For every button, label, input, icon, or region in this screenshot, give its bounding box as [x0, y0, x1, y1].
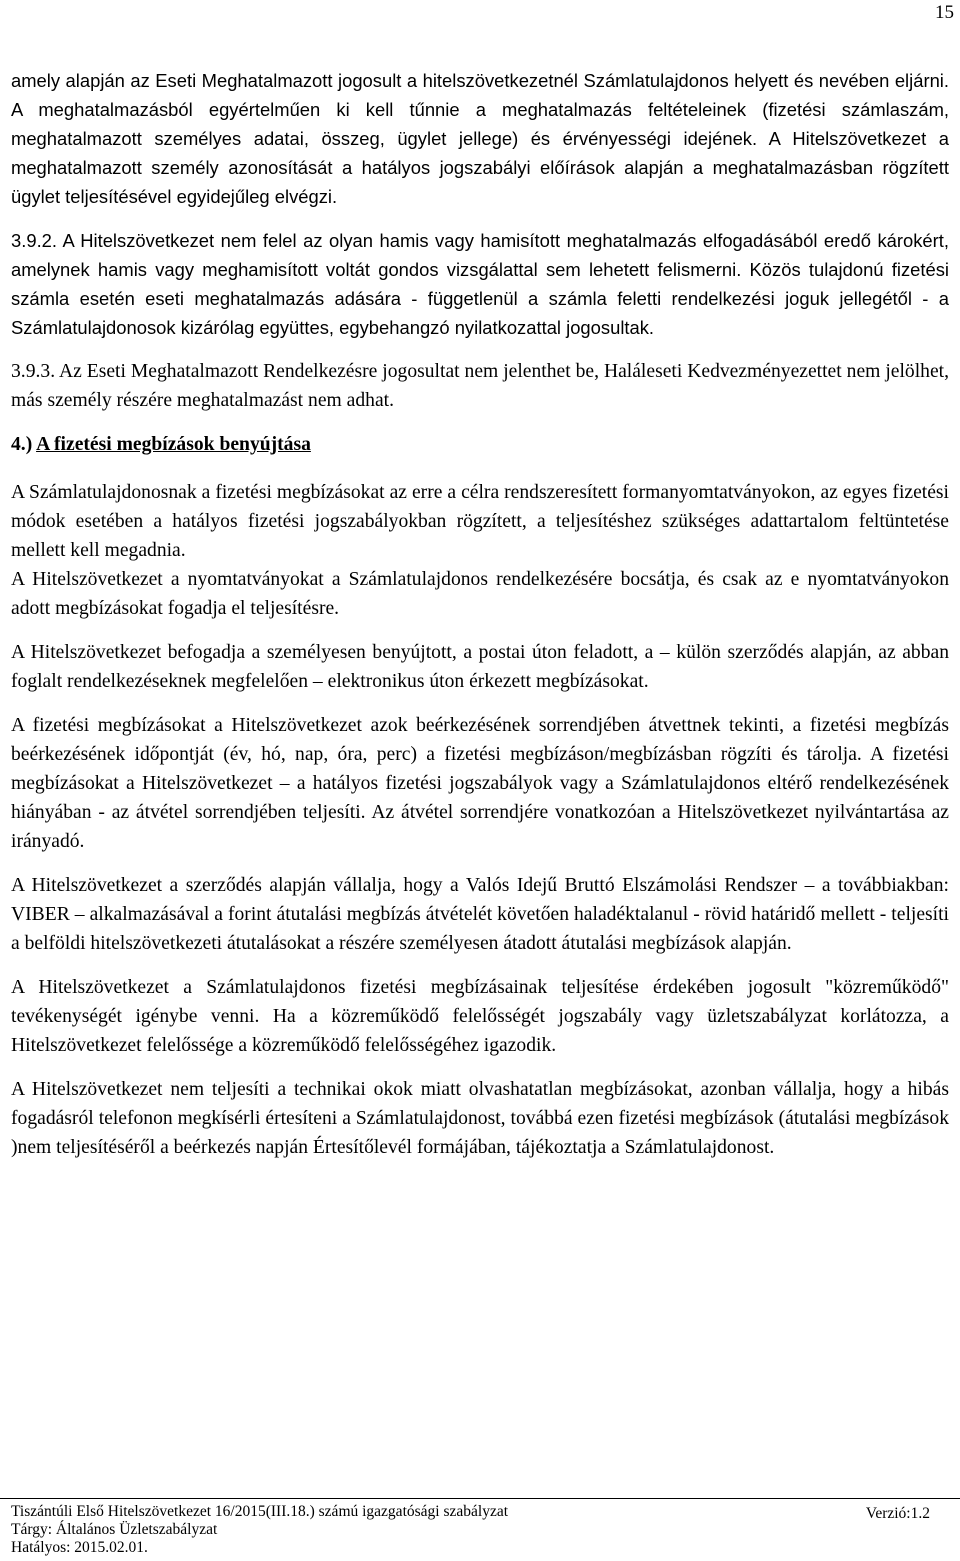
paragraph-forms-provided: A Hitelszövetkezet a nyomtatványokat a Számlatulajdonos rendelkezésére bocsátja, és csak az e nyomtatványokon adott megbízásokat fogadja el teljesítésre.: [11, 569, 949, 619]
footer-effective-date: Hatályos: 2015.02.01.: [11, 1539, 148, 1556]
paragraph-forms: A Számlatulajdonosnak a fizetési megbízásokat az erre a célra rendszeresített formanyomtatványokon, az egyes fizetési módok esetében a hatályos fizetési jogszabályokban rögzített, a teljesítéshez szükséges adattartalom feltüntetése mellett kell megadnia.: [11, 482, 949, 561]
page-number: 15: [935, 2, 954, 23]
footer-subject: Tárgy: Általános Üzletszabályzat: [11, 1521, 218, 1538]
section-number: 4.): [11, 434, 33, 455]
paragraph-viber: A Hitelszövetkezet a szerződés alapján vállalja, hogy a Valós Idejű Bruttó Elszámolási Rendszer – a továbbiakban: VIBER – alkalmazásával a forint átutalási megbízás átvételét követően haladéktalanul - rövid határidő mellett - teljesíti a belföldi hitelszövetkezeti átutalásokat a részére személyesen átadott átutalási megbízások alapján.: [11, 875, 949, 954]
paragraph-3-9-2: 3.9.2. A Hitelszövetkezet nem felel az olyan hamis vagy hamisított meghatalmazás elfogadásából eredő károkért, amelynek hamis vagy meghamisított voltát gondos vizsgálattal sem lehetett felismerni. Közös tulajdonú fizetési számla esetén eseti meghatalmazás adására - függetlenül a számla feletti rendelkezési joguk jellegétől - a Számlatulajdonosok kizárólag együttes, egybehangzó nyilatkozattal jogosultak.: [11, 230, 949, 338]
paragraph-order-of-receipt: A fizetési megbízásokat a Hitelszövetkezet azok beérkezésének sorrendjében átvettnek tekinti, a fizetési megbízás beérkezésének időpontját (év, hó, nap, óra, perc) a fizetési megbízáson/megbízásban rögzíti és tárolja. A fizetési megbízásokat a Hitelszövetkezet – a hatályos fizetési jogszabályok vagy a Számlatulajdonos eltérő rendelkezésének hiányában - az átvétel sorrendjében teljesíti. Az átvétel sorrendjére vonatkozóan a Hitelszövetkezet nyilvántartása az irányadó.: [11, 715, 949, 852]
paragraph-accepted-channels: A Hitelszövetkezet befogadja a személyesen benyújtott, a postai úton feladott, a – külön szerződés alapján, az abban foglalt rendelkezéseknek megfelelően – elektronikus úton érkezett megbízásokat.: [11, 642, 949, 692]
paragraph-3-9-3: 3.9.3. Az Eseti Meghatalmazott Rendelkezésre jogosultat nem jelenthet be, Haláleseti Kedvezményezettet nem jelölhet, más személy részére meghatalmazást nem adhat.: [11, 361, 949, 411]
paragraph-authorization-scope: amely alapján az Eseti Meghatalmazott jogosult a hitelszövetkezetnél Számlatulajdonos helyett és nevében eljárni. A meghatalmazásból egyértelműen ki kell tűnnie a meghatalmazás feltételeinek (fizetési számlaszám, meghatalmazott személyes adatai, összeg, ügylet jellege) és érvényességi idejének. A Hitelszövetkezet a meghatalmazott személy azonosítását a hatályos jogszabályi előírások alapján a meghatalmazásban rögzített ügylet teljesítésével egyidejűleg elvégzi.: [11, 70, 949, 207]
section-heading: [11, 430, 949, 459]
footer-regulation: Tiszántúli Első Hitelszövetkezet 16/2015(III.18.) számú igazgatósági szabályzat: [11, 1503, 509, 1520]
page-footer: [0, 1498, 960, 1556]
paragraph-illegible-orders: A Hitelszövetkezet nem teljesíti a technikai okok miatt olvashatatlan megbízásokat, azonban vállalja, hogy a hibás fogadásról telefonon megkísérli értesíteni a Számlatulajdonost, továbbá ezen fizetési megbízások (átutalási megbízások )nem teljesítéséről a beérkezés napján Értesítőlevél formájában, tájékoztatja a Számlatulajdonost.: [11, 1079, 949, 1158]
document-body: [11, 66, 949, 1162]
paragraph-intermediary: A Hitelszövetkezet a Számlatulajdonos fizetési megbízásainak teljesítése érdekében jogosult "közreműködő" tevékenységét igénybe venni. Ha a közreműködő felelősségét jogszabály vagy üzletszabályzat korlátozza, a Hitelszövetkezet felelőssége a közreműködő felelősségéhez igazodik.: [11, 977, 949, 1056]
section-title: A fizetési megbízások benyújtása: [36, 434, 311, 455]
footer-version: Verzió:1.2: [865, 1505, 930, 1522]
